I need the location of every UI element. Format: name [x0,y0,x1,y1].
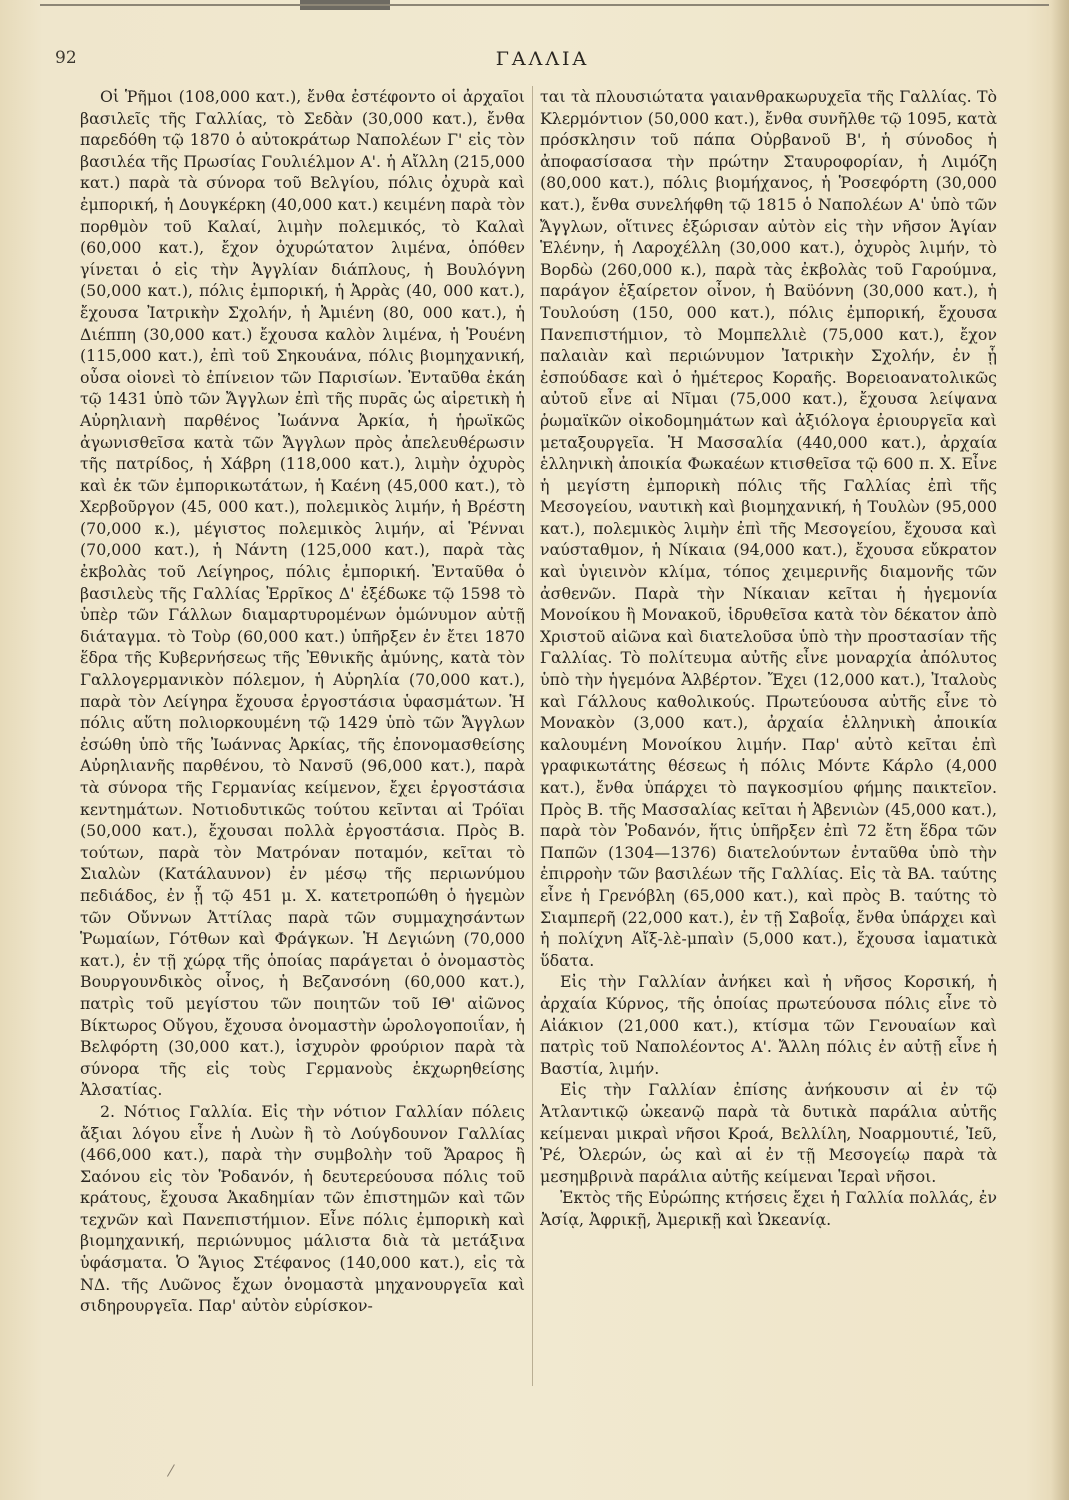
page-header [55,48,1030,78]
right-paragraph-3: Εἰς τὴν Γαλλίαν ἐπίσης ἀνήκουσιν αἱ ἐν τῷ Ἀτλαντικῷ ὠκεανῷ παρὰ τὰ δυτικὰ παράλια αὐτῆς κείμεναι μικραὶ νῆσοι Κροά, Βελλίλη, Νοαρμουτιέ, Ἰεῦ, Ῥέ, Ὀλερών, ὡς καὶ αἱ ἐν τῇ Μεσογείῳ παρὰ τὰ μεσημβρινὰ παράλια αὐτῆς κείμεναι Ἱεραὶ νῆσοι. [540,1080,997,1186]
column-divider [532,86,533,1386]
right-paragraph-2: Εἰς τὴν Γαλλίαν ἀνήκει καὶ ἡ νῆσος Κορσική, ἡ ἀρχαία Κύρνος, τῆς ὁποίας πρωτεύουσα πόλις εἶνε τὸ Αἰάκιον (21,000 κατ.), κτίσμα τῶν Γενουαίων καὶ πατρὶς τοῦ Ναπολέοντος Α'. Ἄλλη πόλις ἐν αὐτῇ εἶνε ἡ Βαστία, λιμήν. [540,972,997,1078]
left-column [80,86,525,1317]
left-paragraph-2: 2. Νότιος Γαλλία. Εἰς τὴν νότιον Γαλλίαν πόλεις ἄξιαι λόγου εἶνε ἡ Λυὼν ἢ τὸ Λούγδουνον Γαλλίας (466,000 κατ.), παρὰ τὴν συμβολὴν τοῦ Ἄραρος ἢ Σαόνου εἰς τὸν Ῥοδανόν, ἡ δευτερεύουσα πόλις τοῦ κράτους, ἔχουσα Ἀκαδημίαν τῶν ἐπιστημῶν καὶ τῶν τεχνῶν καὶ Πανεπιστήμιον. Εἶνε πόλις ἐμπορικὴ καὶ βιομηχανική, περιώνυμος μάλιστα διὰ τὰ μετάξινα ὑφάσματα. Ὁ Ἅγιος Στέφανος (140,000 κατ.), εἰς τὰ ΝΔ. τῆς Λυῶνος ἔχων ὀνομαστὰ μηχανουργεῖα καὶ σιδηρουργεῖα. Παρ' αὐτὸν εὑρίσκον- [80,1101,525,1316]
running-title: ΓΑΛΛΙΑ [495,48,590,70]
right-paragraph-4: Ἐκτὸς τῆς Εὐρώπης κτήσεις ἔχει ἡ Γαλλία πολλάς, ἐν Ἀσίᾳ, Ἀφρικῇ, Ἀμερικῇ καὶ Ὠκεανίᾳ. [540,1188,997,1229]
page-number: 92 [55,48,77,68]
top-edge-line [40,4,1049,6]
page-edge-shadow [1051,0,1069,1500]
pencil-mark [167,1464,180,1480]
right-column [540,86,997,1230]
left-paragraph-1: Οἱ Ῥῆμοι (108,000 κατ.), ἔνθα ἐστέφοντο οἱ ἀρχαῖοι βασιλεῖς τῆς Γαλλίας, τὸ Σεδὰν (30,000 κατ.), ἔνθα παρεδόθη τῷ 1870 ὁ αὐτοκράτωρ Ναπολέων Γ' εἰς τὸν βασιλέα τῆς Πρωσίας Γουλιέλμον Α'. ἡ Αἴλλη (215,000 κατ.) παρὰ τὰ σύνορα τοῦ Βελγίου, πόλις ὀχυρὰ καὶ ἐμπορική, ἡ Δουγκέρκη (40,000 κατ.) κειμένη παρὰ τὸν πορθμὸν τοῦ Καλαί, λιμὴν πολεμικός, τὸ Καλαὶ (60,000 κατ.), ἔχον ὀχυρώτατον λιμένα, ὁπόθεν γίνεται ὁ εἰς τὴν Ἀγγλίαν διάπλους, ἡ Βουλόγνη (50,000 κατ.), πόλις ἐμπορική, ἡ Ἀρρὰς (40, 000 κατ.), ἔχουσα Ἰατρικὴν Σχολήν, ἡ Ἀμιένη (80, 000 κατ.), ἡ Διέππη (30,000 κατ.) ἔχουσα καλὸν λιμένα, ἡ Ῥουένη (115,000 κατ.), ἐπὶ τοῦ Σηκουάνα, πόλις βιομηχανική, οὖσα οἱονεὶ τὸ ἐπίνειον τῶν Παρισίων. Ἐνταῦθα ἐκάη τῷ 1431 ὑπὸ τῶν Ἄγγλων ἐπὶ τῆς πυρᾶς ὡς αἱρετικὴ ἡ Αὐρηλιανὴ παρθένος Ἰωάννα Ἀρκία, ἡ ἡρωϊκῶς ἀγωνισθεῖσα κατὰ τῶν Ἄγγλων πρὸς ἀπελευθέρωσιν τῆς πατρίδος, ἡ Χάβρη (118,000 κατ.), λιμὴν ὀχυρὸς καὶ ἐκ τῶν ἐμπορικωτάτων, ἡ Καένη (45,000 κατ.), τὸ Χερβοῦργον (45, 000 κατ.), πολεμικὸς λιμήν, ἡ Βρέστη (70,000 κ.), μέγιστος πολεμικὸς λιμήν, αἱ Ῥένναι (70,000 κατ.), ἡ Νάντη (125,000 κατ.), παρὰ τὰς ἐκβολὰς τοῦ Λείγηρος, πόλις ἐμπορική. Ἐνταῦθα ὁ βασιλεὺς τῆς Γαλλίας Ἐρρῖκος Δ' ἐξέδωκε τῷ 1598 τὸ ὑπὲρ τῶν Γάλλων διαμαρτυρομένων ὁμώνυμον αὐτῇ διάταγμα. τὸ Τοὺρ (60,000 κατ.) ὑπῆρξεν ἐν ἔτει 1870 ἕδρα τῆς Κυβερνήσεως τῆς Ἐθνικῆς ἀμύνης, κατὰ τὸν Γαλλογερμανικὸν πόλεμον, ἡ Αὐρηλία (70,000 κατ.), παρὰ τὸν Λείγηρα ἔχουσα ἐργοστάσια ὑφασμάτων. Ἡ πόλις αὕτη πολιορκουμένη τῷ 1429 ὑπὸ τῶν Ἄγγλων ἐσώθη ὑπὸ τῆς Ἰωάννας Ἀρκίας, τῆς ἐπονομασθείσης Αὐρηλιανῆς παρθένου, τὸ Νανσῦ (96,000 κατ.), παρὰ τὰ σύνορα τῆς Γερμανίας κείμενον, ἔχει ἐργοστάσια κεντημάτων. Νοτιοδυτικῶς τούτου κεῖνται αἱ Τρόϊαι (50,000 κατ.), ἔχουσαι πολλὰ ἐργοστάσια. Πρὸς Β. τούτων, παρὰ τὸν Ματρόναν ποταμόν, κεῖται τὸ Σιαλὼν (Κατάλαυνον) ἐν μέσῳ τῆς περιωνύμου πεδιάδος, ἐν ᾗ τῷ 451 μ. Χ. κατετροπώθη ὁ ἡγεμὼν τῶν Οὔννων Ἀττίλας παρὰ τῶν συμμαχησάντων Ῥωμαίων, Γότθων καὶ Φράγκων. Ἡ Δεγιώνη (70,000 κατ.), ἐν τῇ χώρᾳ τῆς ὁποίας παράγεται ὁ ὀνομαστὸς Βουργουνδικὸς οἶνος, ἡ Βεζανσόνη (60,000 κατ.), πατρὶς τοῦ μεγίστου τῶν ποιητῶν τοῦ ΙΘ' αἰῶνος Βίκτωρος Οὔγου, ἔχουσα ὀνομαστὴν ὡρολογοποιΐαν, ἡ Βελφόρτη (30,000 κατ.), ἰσχυρὸν φρούριον παρὰ τὰ σύνορα τῆς εἰς τοὺς Γερμανοὺς ἐκχωρηθείσης Ἀλσατίας. [80,87,525,1100]
right-paragraph-1: ται τὰ πλουσιώτατα γαιανθρακωρυχεῖα τῆς Γαλλίας. Τὸ Κλερμόντιον (50,000 κατ.), ἔνθα συνῆλθε τῷ 1095, κατὰ πρόσκλησιν τοῦ πάπα Οὐρβανοῦ Β', ἡ σύνοδος ἡ ἀποφασίσασα τὴν πρώτην Σταυροφορίαν, ἡ Λιμόζη (80,000 κατ.), πόλις βιομήχανος, ἡ Ῥοσεφόρτη (30,000 κατ.), ἔνθα συνελήφθη τῷ 1815 ὁ Ναπολέων Α' ὑπὸ τῶν Ἄγγλων, οἵτινες ἐξώρισαν αὐτὸν εἰς τὴν νῆσον Ἁγίαν Ἑλένην, ἡ Λαροχέλλη (30,000 κατ.), ὀχυρὸς λιμήν, τὸ Βορδὼ (260,000 κ.), παρὰ τὰς ἐκβολὰς τοῦ Γαρούμνα, παράγον ἐξαίρετον οἶνον, ἡ Βαϋόννη (30,000 κατ.), ἡ Τουλούση (150, 000 κατ.), πόλις ἐμπορική, ἔχουσα Πανεπιστήμιον, τὸ Μομπελλιὲ (75,000 κατ.), ἔχον παλαιὰν καὶ περιώνυμον Ἰατρικὴν Σχολήν, ἐν ᾗ ἐσπούδασε καὶ ὁ ἡμέτερος Κοραῆς. Βορειοανατολικῶς αὐτοῦ εἶνε αἱ Νῖμαι (75,000 κατ.), ἔχουσα λείψανα ῥωμαϊκῶν οἰκοδομημάτων καὶ ἀξιόλογα ἐριουργεῖα καὶ μεταξουργεῖα. Ἡ Μασσαλία (440,000 κατ.), ἀρχαία ἑλληνικὴ ἀποικία Φωκαέων κτισθεῖσα τῷ 600 π. Χ. Εἶνε ἡ μεγίστη ἐμπορικὴ πόλις τῆς Γαλλίας ἐπὶ τῆς Μεσογείου, ναυτικὴ καὶ βιομηχανική, ἡ Τουλὼν (95,000 κατ.), πολεμικὸς λιμὴν ἐπὶ τῆς Μεσογείου, ἔχουσα καὶ ναύσταθμον, ἡ Νίκαια (94,000 κατ.), ἔχουσα εὔκρατον καὶ ὑγιεινὸν κλίμα, τόπος χειμερινῆς διαμονῆς τῶν ἀσθενῶν. Παρὰ τὴν Νίκαιαν κεῖται ἡ ἡγεμονία Μονοίκου ἢ Μονακοῦ, ἱδρυθεῖσα κατὰ τὸν δέκατον ἀπὸ Χριστοῦ αἰῶνα καὶ διατελοῦσα ὑπὸ τὴν προστασίαν τῆς Γαλλίας. Τὸ πολίτευμα αὐτῆς εἶνε μοναρχία ἀπόλυτος ὑπὸ τὴν ἡγεμόνα Ἀλβέρτον. Ἔχει (12,000 κατ.), Ἰταλοὺς καὶ Γάλλους καθολικούς. Πρωτεύουσα αὐτῆς εἶνε τὸ Μονακὸν (3,000 κατ.), ἀρχαία ἑλληνικὴ ἀποικία καλουμένη Μονοίκου λιμήν. Παρ' αὐτὸ κεῖται ἐπὶ γραφικωτάτης θέσεως ἡ πόλις Μόντε Κάρλο (4,000 κατ.), ἔνθα ὑπάρχει τὸ παγκοσμίου φήμης παικτεῖον. Πρὸς Β. τῆς Μασσαλίας κεῖται ἡ Ἀβενιὼν (45,000 κατ.), παρὰ τὸν Ῥοδανόν, ἥτις ὑπῆρξεν ἐπὶ 72 ἔτη ἕδρα τῶν Παπῶν (1304—1376) διατελούντων ἐνταῦθα ὑπὸ τὴν ἐπιρροὴν τῶν βασιλέων τῆς Γαλλίας. Εἰς τὰ ΒΑ. ταύτης εἶνε ἡ Γρενόβλη (65,000 κατ.), καὶ πρὸς Β. ταύτης τὸ Σιαμπερῆ (22,000 κατ.), ἐν τῇ Σαβοΐᾳ, ἔνθα ὑπάρχει καὶ ἡ πολίχνη Αἴξ-λὲ-μπαὶν (5,000 κατ.), ἔχουσα ἰαματικὰ ὕδατα. [540,87,997,970]
